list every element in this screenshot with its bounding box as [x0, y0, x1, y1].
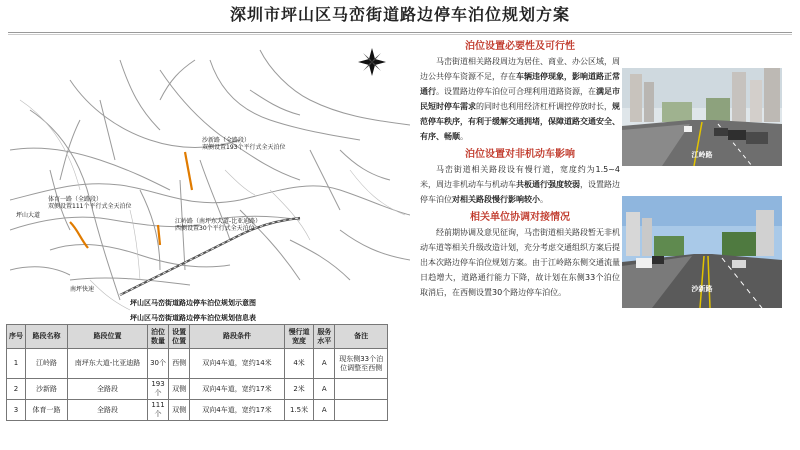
body-text: 。: [540, 195, 548, 204]
table-cell: A: [314, 349, 335, 379]
nanping-road-label: 南坪快速: [70, 286, 95, 293]
table-header-cell: 备注: [335, 325, 388, 349]
body-text: 马峦街道相关路段设有慢行道，宽度约为1.5~4米，周边非机动车与机动车: [420, 165, 620, 189]
table-header-cell: 服务水平: [314, 325, 335, 349]
shaxin-road-highlight: [185, 152, 192, 190]
table-cell: 全路段: [68, 400, 148, 421]
jiangling-label: 江岭路（南坪东大道-比亚迪路） 西侧设置30个平行式全天泊位: [175, 218, 262, 232]
table-cell: 江岭路: [25, 349, 67, 379]
table-cell: 沙新路: [25, 379, 67, 400]
street-photo-jiangling: [622, 68, 782, 166]
table-cell: 南坪东大道-比亚迪路: [68, 349, 148, 379]
street-photo-shaxin: [622, 196, 782, 308]
table-header-cell: 路段名称: [25, 325, 67, 349]
table-header-cell: 设置位置: [169, 325, 190, 349]
table-cell: 体育一路: [25, 400, 67, 421]
body-text: 。设置路边停车泊位可合理利用道路资源，在: [436, 87, 596, 96]
emphasis-text: 满足市民短时停车需求: [420, 87, 620, 111]
road-map: [10, 40, 410, 312]
table-cell: A: [314, 379, 335, 400]
table-header-cell: 路段位置: [68, 325, 148, 349]
emphasis-text: 规范停车秩序，有利于缓解交通拥堵，保障道路交通安全、有序、畅顺: [420, 102, 620, 141]
section-paragraph-nonmotor: [420, 162, 620, 207]
shaxin-label: 沙新路（全路段） 双侧设置193个平行式全天泊位: [202, 137, 286, 151]
table-cell: 双向4车道，宽约17米: [190, 400, 285, 421]
table-header-cell: 慢行道宽度: [284, 325, 313, 349]
section-heading-coordination: 相关单位协调对接情况: [470, 212, 570, 223]
table-row: [7, 400, 388, 421]
page-title: 深圳市坪山区马峦街道路边停车泊位规划方案: [229, 5, 570, 24]
pingshan-road-label: 坪山大道: [16, 212, 41, 219]
table-row: [7, 349, 388, 379]
body-text: 马峦街道相关路段周边为居住、商业、办公区域，周边公共停车资源不足，存在: [420, 57, 620, 81]
table-cell: 4米: [284, 349, 313, 379]
compass-icon: [358, 48, 386, 76]
map-panel: [10, 40, 410, 312]
table-header-row: [7, 325, 388, 349]
table-cell: 193个: [148, 379, 169, 400]
emphasis-text: 共板通行强度较弱: [516, 180, 580, 189]
table-cell: 西侧: [169, 349, 190, 379]
table-cell: A: [314, 400, 335, 421]
title-divider: [8, 32, 792, 33]
table-cell: 现东侧33个泊位调整至西侧: [335, 349, 388, 379]
table-cell: [335, 379, 388, 400]
table-cell: 3: [7, 400, 26, 421]
section-paragraph-coordination: [420, 225, 620, 300]
table-cell: 1: [7, 349, 26, 379]
table-header-cell: 路段条件: [190, 325, 285, 349]
body-text: 的同时也利用经济杠杆调控停放时长，: [476, 102, 612, 111]
body-text: 经前期协调及意见征询，马峦街道相关路段暂无非机动车道等相关升级改造计划，充分考虑交通组织方案后提出本次路边停车泊位规划方案。由于江岭路东侧交通流量日趋增大，道路通行能力下降，故计划在东侧33个泊位取消后，在西侧设置30个路边停车泊位。: [420, 228, 620, 297]
photo-caption-shaxin: 沙新路: [691, 285, 713, 293]
section-heading-nonmotor: 泊位设置对非机动车影响: [465, 149, 575, 160]
section-paragraph-necessity: [420, 54, 620, 144]
section-heading-necessity: 泊位设置必要性及可行性: [465, 41, 575, 52]
title-divider-secondary: [8, 34, 792, 35]
table-cell: 2: [7, 379, 26, 400]
map-caption: 坪山区马峦街道路边停车泊位规划示意图: [130, 299, 256, 307]
table-cell: 双向4车道，宽约17米: [190, 379, 285, 400]
table-cell: 双侧: [169, 379, 190, 400]
table-header-cell: 序号: [7, 325, 26, 349]
table-cell: 全路段: [68, 379, 148, 400]
body-text: ，设置路边停车泊位: [420, 180, 620, 204]
table-cell: 双侧: [169, 400, 190, 421]
tiyu-label: 体育一路（全路段） 双侧设置111个平行式全天泊位: [48, 196, 132, 210]
tiyu-road-highlight: [70, 222, 88, 248]
table-row: [7, 379, 388, 400]
table-cell: 双向4车道，宽约14米: [190, 349, 285, 379]
photo-caption-jiangling: 江岭路: [691, 151, 713, 159]
table-header-cell: 泊位数量: [148, 325, 169, 349]
emphasis-text: 车辆违停现象，影响道路正常通行: [420, 72, 620, 96]
table-caption: 坪山区马峦街道路边停车泊位规划信息表: [130, 314, 256, 322]
jiangling-road-highlight: [158, 225, 160, 245]
body-text: 。: [460, 132, 468, 141]
emphasis-text: 对相关路段慢行影响较小: [452, 195, 540, 204]
text-column: [420, 40, 620, 300]
table-cell: 1.5米: [284, 400, 313, 421]
table-cell: [335, 400, 388, 421]
table-cell: 30个: [148, 349, 169, 379]
table-cell: 111个: [148, 400, 169, 421]
parking-info-table: [6, 324, 388, 421]
table-cell: 2米: [284, 379, 313, 400]
